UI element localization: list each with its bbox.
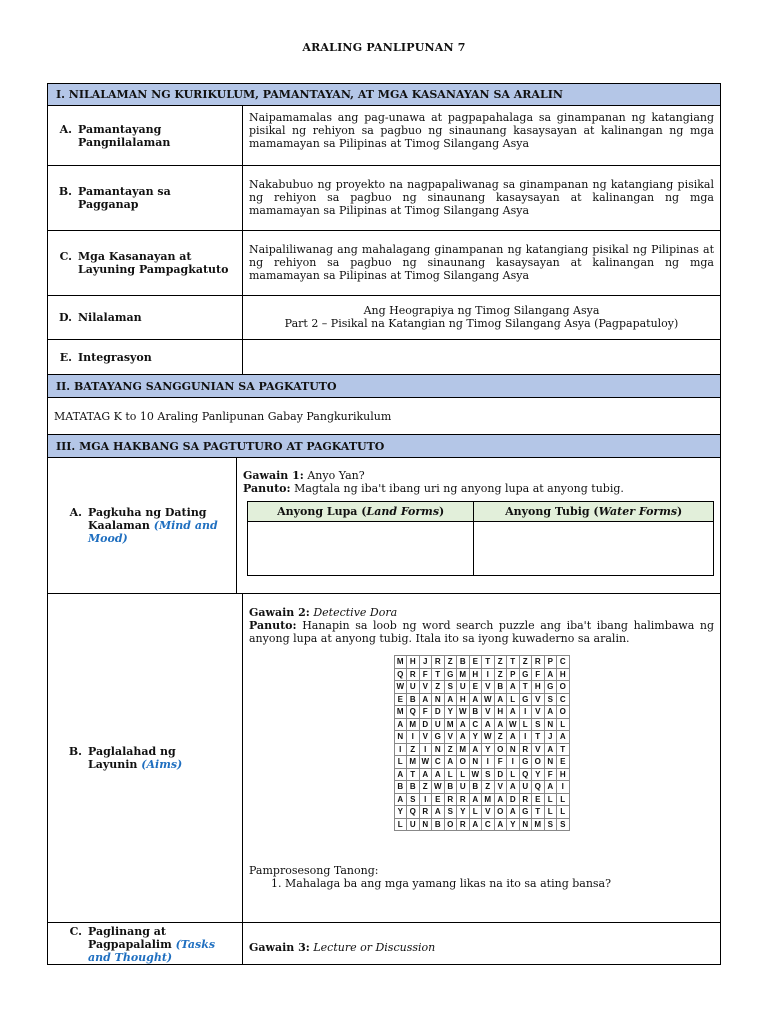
anyong-lupa-header: Anyong Lupa (Land Forms) (248, 502, 474, 522)
section-2-heading: II. BATAYANG SANGGUNIAN SA PAGKATUTO (56, 379, 337, 393)
tasks-and-thought-tag: (Tasks and Thought) (88, 938, 216, 964)
puzzle-letter[interactable]: M (394, 706, 407, 719)
puzzle-letter[interactable]: A (457, 731, 470, 744)
puzzle-letter[interactable]: M (457, 668, 470, 681)
puzzle-letter[interactable]: Z (494, 656, 507, 669)
puzzle-letter[interactable]: N (394, 731, 407, 744)
puzzle-letter[interactable]: M (532, 818, 545, 831)
row-label: C. Paglinang at Pagpapalalim (Tasks and Thought) (48, 923, 243, 964)
puzzle-row (394, 768, 569, 781)
puzzle-letter[interactable]: T (532, 731, 545, 744)
puzzle-letter[interactable]: D (507, 793, 520, 806)
puzzle-letter[interactable]: U (457, 681, 470, 694)
row-label: B. Pamantayan sa Pagganap (48, 166, 243, 230)
puzzle-letter[interactable]: O (532, 756, 545, 769)
puzzle-letter[interactable]: A (432, 768, 445, 781)
puzzle-letter[interactable]: E (469, 681, 482, 694)
puzzle-letter[interactable]: C (432, 756, 445, 769)
puzzle-row (394, 718, 569, 731)
puzzle-letter[interactable]: Y (482, 743, 495, 756)
puzzle-letter[interactable]: R (419, 806, 432, 819)
puzzle-letter[interactable]: I (519, 731, 532, 744)
puzzle-letter[interactable]: Y (444, 706, 457, 719)
puzzle-letter[interactable]: E (557, 756, 570, 769)
puzzle-letter[interactable]: E (469, 656, 482, 669)
puzzle-letter[interactable]: F (419, 668, 432, 681)
puzzle-row (394, 756, 569, 769)
row-content: Naipaliliwanag ang mahalagang ginampanan ng katangiang pisikal ng Pilipinas at ng rehiyon sa pagbuo ng sinaunang kasaysayan at kalinangan ng mga mamamayan sa Pilipinas at Timog Silangang Asya (249, 243, 714, 282)
puzzle-letter[interactable]: F (494, 756, 507, 769)
puzzle-letter[interactable]: L (394, 818, 407, 831)
puzzle-letter[interactable]: V (494, 781, 507, 794)
puzzle-letter[interactable]: C (557, 656, 570, 669)
row-content: Gawain 3: Lecture or Discussion (249, 941, 436, 954)
puzzle-letter[interactable]: O (444, 818, 457, 831)
puzzle-letter[interactable]: Y (532, 768, 545, 781)
puzzle-letter[interactable]: C (557, 693, 570, 706)
puzzle-letter[interactable]: L (557, 806, 570, 819)
puzzle-letter[interactable]: A (507, 681, 520, 694)
puzzle-letter[interactable]: W (432, 781, 445, 794)
puzzle-letter[interactable]: R (457, 818, 470, 831)
word-search-puzzle (394, 655, 570, 831)
puzzle-letter[interactable]: E (532, 793, 545, 806)
puzzle-letter[interactable]: T (532, 806, 545, 819)
puzzle-letter[interactable]: S (544, 818, 557, 831)
puzzle-letter[interactable]: Z (519, 656, 532, 669)
puzzle-letter[interactable]: S (444, 806, 457, 819)
puzzle-letter[interactable]: D (432, 706, 445, 719)
row-pamantayang-pangnilalaman (48, 106, 721, 166)
row-label: E. Integrasyon (48, 340, 243, 374)
puzzle-letter[interactable]: M (407, 756, 420, 769)
puzzle-letter[interactable]: O (457, 756, 470, 769)
puzzle-letter[interactable]: U (407, 818, 420, 831)
puzzle-letter[interactable]: N (544, 718, 557, 731)
puzzle-letter[interactable]: B (432, 818, 445, 831)
section-1-header (48, 84, 721, 106)
puzzle-letter[interactable]: L (469, 806, 482, 819)
puzzle-letter[interactable]: T (557, 743, 570, 756)
puzzle-letter[interactable]: D (494, 768, 507, 781)
puzzle-letter[interactable]: A (544, 781, 557, 794)
puzzle-letter[interactable]: Y (469, 731, 482, 744)
puzzle-letter[interactable]: A (507, 781, 520, 794)
puzzle-letter[interactable]: Z (482, 781, 495, 794)
puzzle-letter[interactable]: W (482, 693, 495, 706)
puzzle-letter[interactable]: U (457, 781, 470, 794)
puzzle-letter[interactable]: S (544, 693, 557, 706)
puzzle-letter[interactable]: R (457, 793, 470, 806)
puzzle-letter[interactable]: A (494, 793, 507, 806)
section-2-header (48, 375, 721, 398)
puzzle-letter[interactable]: A (419, 768, 432, 781)
anyong-lupa-tubig-table (247, 501, 714, 576)
puzzle-letter[interactable]: V (482, 806, 495, 819)
puzzle-row (394, 706, 569, 719)
puzzle-letter[interactable]: Q (394, 668, 407, 681)
puzzle-row (394, 681, 569, 694)
puzzle-letter[interactable]: Z (419, 781, 432, 794)
puzzle-letter[interactable]: F (419, 706, 432, 719)
puzzle-letter[interactable]: G (519, 668, 532, 681)
row-content: Naipamamalas ang pag-unawa at pagpapahalaga sa ginampanan ng katangiang pisikal ng rehiyon sa pagbuo ng sinaunang kasaysayan at kalinangan ng mga mamamayan sa Pilipinas at Timog Silangang Asya (249, 111, 714, 150)
row-integrasyon (48, 340, 721, 375)
puzzle-letter[interactable]: R (444, 793, 457, 806)
document-title: ARALING PANLIPUNAN 7 (302, 41, 466, 54)
puzzle-letter[interactable]: O (494, 806, 507, 819)
puzzle-letter[interactable]: W (419, 756, 432, 769)
row-label: A. Pagkuha ng Dating Kaalaman (Mind and Mood) (48, 458, 237, 593)
puzzle-letter[interactable]: C (482, 818, 495, 831)
puzzle-letter[interactable]: N (432, 743, 445, 756)
row-paglalahad-ng-layunin (48, 594, 721, 923)
puzzle-letter[interactable]: I (507, 756, 520, 769)
puzzle-letter[interactable]: Z (494, 668, 507, 681)
puzzle-letter[interactable]: Z (444, 743, 457, 756)
puzzle-letter[interactable]: N (544, 756, 557, 769)
puzzle-letter[interactable]: H (557, 668, 570, 681)
puzzle-letter[interactable]: S (444, 681, 457, 694)
puzzle-letter[interactable]: T (482, 656, 495, 669)
puzzle-letter[interactable]: L (544, 806, 557, 819)
puzzle-letter[interactable]: A (444, 693, 457, 706)
puzzle-letter[interactable]: R (532, 656, 545, 669)
puzzle-letter[interactable]: U (519, 781, 532, 794)
puzzle-row (394, 656, 569, 669)
puzzle-letter[interactable]: E (432, 793, 445, 806)
row-paglinang-at-pagpapalalim (48, 923, 721, 965)
mind-and-mood-tag: (Mind and Mood) (88, 519, 218, 545)
anyong-tubig-cell[interactable] (474, 522, 714, 576)
puzzle-letter[interactable]: Q (532, 781, 545, 794)
puzzle-letter[interactable]: W (394, 681, 407, 694)
puzzle-letter[interactable]: I (482, 668, 495, 681)
puzzle-letter[interactable]: O (557, 681, 570, 694)
puzzle-letter[interactable]: A (394, 718, 407, 731)
puzzle-letter[interactable]: Y (394, 806, 407, 819)
puzzle-letter[interactable]: B (457, 656, 470, 669)
puzzle-letter[interactable]: H (532, 681, 545, 694)
puzzle-letter[interactable]: G (432, 731, 445, 744)
puzzle-letter[interactable]: A (494, 818, 507, 831)
reference-text: MATATAG K to 10 Araling Panlipunan Gabay Pangkurikulum (54, 409, 392, 423)
puzzle-letter[interactable]: Z (432, 681, 445, 694)
puzzle-letter[interactable]: T (507, 656, 520, 669)
puzzle-letter[interactable]: L (507, 693, 520, 706)
puzzle-letter[interactable]: A (432, 806, 445, 819)
puzzle-letter[interactable]: G (519, 693, 532, 706)
puzzle-letter[interactable]: Z (407, 743, 420, 756)
row-label: A. Pamantayang Pangnilalaman (48, 106, 243, 165)
puzzle-letter[interactable]: W (482, 731, 495, 744)
puzzle-letter[interactable]: N (469, 756, 482, 769)
puzzle-letter[interactable]: V (444, 731, 457, 744)
anyong-tubig-header: Anyong Tubig (Water Forms) (474, 502, 714, 522)
puzzle-letter[interactable]: B (407, 781, 420, 794)
puzzle-letter[interactable]: V (482, 681, 495, 694)
puzzle-letter[interactable]: B (494, 681, 507, 694)
puzzle-letter[interactable]: I (557, 781, 570, 794)
puzzle-letter[interactable]: W (457, 706, 470, 719)
puzzle-letter[interactable]: O (494, 743, 507, 756)
puzzle-letter[interactable]: I (394, 743, 407, 756)
lesson-plan-table (47, 83, 721, 965)
puzzle-letter[interactable]: B (394, 781, 407, 794)
puzzle-letter[interactable]: O (557, 706, 570, 719)
puzzle-letter[interactable]: U (407, 681, 420, 694)
puzzle-letter[interactable]: V (532, 693, 545, 706)
puzzle-letter[interactable]: D (419, 718, 432, 731)
puzzle-letter[interactable]: A (469, 818, 482, 831)
processing-question: 1. Mahalaga ba ang mga yamang likas na ito sa ating bansa? (271, 877, 612, 890)
puzzle-letter[interactable]: P (507, 668, 520, 681)
puzzle-row (394, 781, 569, 794)
puzzle-letter[interactable]: T (407, 768, 420, 781)
puzzle-letter[interactable]: H (469, 668, 482, 681)
puzzle-letter[interactable]: Y (457, 806, 470, 819)
puzzle-letter[interactable]: R (432, 656, 445, 669)
puzzle-letter[interactable]: L (457, 768, 470, 781)
puzzle-letter[interactable]: L (544, 793, 557, 806)
puzzle-letter[interactable]: A (457, 718, 470, 731)
puzzle-row (394, 731, 569, 744)
puzzle-letter[interactable]: Q (407, 806, 420, 819)
puzzle-letter[interactable]: S (557, 818, 570, 831)
puzzle-letter[interactable]: H (407, 656, 420, 669)
puzzle-letter[interactable]: G (544, 681, 557, 694)
puzzle-letter[interactable]: M (482, 793, 495, 806)
aims-tag: (Aims) (141, 758, 183, 771)
anyong-lupa-cell[interactable] (248, 522, 474, 576)
puzzle-letter[interactable]: S (407, 793, 420, 806)
puzzle-letter[interactable]: V (419, 681, 432, 694)
puzzle-letter[interactable]: T (519, 681, 532, 694)
row-content (243, 340, 720, 374)
puzzle-letter[interactable]: G (444, 668, 457, 681)
puzzle-letter[interactable]: Q (407, 706, 420, 719)
row-content: Gawain 1: Anyo Yan? Panuto: Magtala ng iba't ibang uri ng anyong lupa at anyong tubig. Anyong Lupa (Land Forms) Anyong Tubig (Water Forms) (237, 458, 720, 593)
puzzle-letter[interactable]: V (419, 731, 432, 744)
row-label: C. Mga Kasanayan at Layuning Pampagkatuto (48, 231, 243, 295)
puzzle-letter[interactable]: V (482, 706, 495, 719)
puzzle-letter[interactable]: M (457, 743, 470, 756)
puzzle-letter[interactable]: E (394, 693, 407, 706)
puzzle-letter[interactable]: H (457, 693, 470, 706)
puzzle-letter[interactable]: A (469, 693, 482, 706)
puzzle-letter[interactable]: A (507, 731, 520, 744)
puzzle-letter[interactable]: H (494, 706, 507, 719)
puzzle-letter[interactable]: N (519, 818, 532, 831)
puzzle-letter[interactable]: A (494, 718, 507, 731)
puzzle-letter[interactable]: Y (507, 818, 520, 831)
puzzle-letter[interactable]: N (507, 743, 520, 756)
puzzle-letter[interactable]: Q (519, 768, 532, 781)
puzzle-letter[interactable]: V (532, 706, 545, 719)
section-3-header (48, 435, 721, 458)
puzzle-letter[interactable]: A (494, 693, 507, 706)
puzzle-letter[interactable]: L (519, 718, 532, 731)
row-pamantayan-sa-pagganap (48, 166, 721, 231)
row-pagkuha-ng-dating-kaalaman (48, 458, 721, 594)
processing-questions-heading: Pamprosesong Tanong: (249, 864, 379, 877)
row-label: B. Paglalahad ng Layunin (Aims) (48, 594, 243, 922)
puzzle-letter[interactable]: A (394, 768, 407, 781)
puzzle-letter[interactable]: A (394, 793, 407, 806)
puzzle-letter[interactable]: R (407, 668, 420, 681)
puzzle-letter[interactable]: M (394, 656, 407, 669)
puzzle-letter[interactable]: M (407, 718, 420, 731)
puzzle-letter[interactable]: A (544, 743, 557, 756)
puzzle-letter[interactable]: I (407, 731, 420, 744)
puzzle-letter[interactable]: F (532, 668, 545, 681)
puzzle-letter[interactable]: A (419, 693, 432, 706)
puzzle-letter[interactable]: P (544, 656, 557, 669)
puzzle-letter[interactable]: R (519, 793, 532, 806)
puzzle-row (394, 806, 569, 819)
puzzle-row (394, 668, 569, 681)
row-mga-kasanayan (48, 231, 721, 296)
puzzle-letter[interactable]: V (532, 743, 545, 756)
puzzle-letter[interactable]: W (507, 718, 520, 731)
puzzle-letter[interactable]: J (544, 731, 557, 744)
puzzle-letter[interactable]: B (469, 781, 482, 794)
puzzle-letter[interactable]: H (557, 768, 570, 781)
puzzle-letter[interactable]: W (469, 768, 482, 781)
row-nilalaman (48, 296, 721, 340)
puzzle-letter[interactable]: N (432, 693, 445, 706)
row-content: Nakabubuo ng proyekto na nagpapaliwanag sa ginampanan ng katangiang pisikal ng rehiyon sa pagbuo ng sinaunang kasaysayan at kalinangan ng mga mamamayan sa Pilipinas at Timog Silangang Asya (249, 178, 714, 217)
row-content: Gawain 2: Detective Dora Panuto: Hanapin sa loob ng word search puzzle ang iba't ibang halimbawa ng anyong lupa at anyong tubig. Itala ito sa iyong kuwaderno sa aralin. M H J R Z B E T Z T Z R P C Q R F T G M H I Z P G F A H W U V Z S U E V B A T H G O E B A N A H A W A L G V S C M Q F D Y W B V H A I V A O A M D U M A C A A W L S N L N I V G V A Y W Z A I T J A I Z I N Z M A Y O N R V A T L M W C A O N I F I G O N E A T A A L L W S D L Q Y F H B B Z W B U B Z V A U Q A I A S I E R R A M A D R E L L Y Q R A S Y L V O A G T L L L U N B O R A C A Y N M S S Pamprosesong Tanong: 1. Mahalaga ba ang mga yamang likas na ito sa ating bansa? (249, 606, 714, 890)
puzzle-row (394, 743, 569, 756)
puzzle-letter[interactable]: Z (494, 731, 507, 744)
puzzle-letter[interactable]: G (519, 756, 532, 769)
puzzle-letter[interactable]: A (507, 806, 520, 819)
puzzle-letter[interactable]: T (432, 668, 445, 681)
puzzle-letter[interactable]: B (469, 706, 482, 719)
puzzle-letter[interactable]: A (444, 756, 457, 769)
puzzle-letter[interactable]: L (444, 768, 457, 781)
puzzle-letter[interactable]: I (519, 706, 532, 719)
puzzle-letter[interactable]: G (519, 806, 532, 819)
puzzle-letter[interactable]: I (482, 756, 495, 769)
row-content: Ang Heograpiya ng Timog Silangang Asya Part 2 – Pisikal na Katangian ng Timog Silangang Asya (Pagpapatuloy) (284, 304, 679, 330)
puzzle-row (394, 693, 569, 706)
puzzle-letter[interactable]: F (544, 768, 557, 781)
puzzle-letter[interactable]: I (419, 743, 432, 756)
puzzle-letter[interactable]: U (432, 718, 445, 731)
puzzle-letter[interactable]: M (444, 718, 457, 731)
puzzle-letter[interactable]: A (507, 706, 520, 719)
row-sanggunian (48, 398, 721, 435)
puzzle-letter[interactable]: L (557, 718, 570, 731)
puzzle-letter[interactable]: A (557, 731, 570, 744)
puzzle-letter[interactable]: S (482, 768, 495, 781)
section-3-heading: III. MGA HAKBANG SA PAGTUTURO AT PAGKATUTO (56, 439, 385, 453)
puzzle-letter[interactable]: A (469, 793, 482, 806)
puzzle-letter[interactable]: N (419, 818, 432, 831)
puzzle-letter[interactable]: S (532, 718, 545, 731)
section-1-heading: I. NILALAMAN NG KURIKULUM, PAMANTAYAN, AT MGA KASANAYAN SA ARALIN (56, 88, 563, 101)
puzzle-letter[interactable]: B (444, 781, 457, 794)
puzzle-letter[interactable]: I (419, 793, 432, 806)
puzzle-letter[interactable]: R (519, 743, 532, 756)
row-label: D. Nilalaman (48, 296, 243, 339)
puzzle-letter[interactable]: L (557, 793, 570, 806)
puzzle-row (394, 818, 569, 831)
puzzle-letter[interactable]: L (507, 768, 520, 781)
puzzle-row (394, 793, 569, 806)
puzzle-letter[interactable]: Z (444, 656, 457, 669)
puzzle-letter[interactable]: A (544, 706, 557, 719)
puzzle-letter[interactable]: J (419, 656, 432, 669)
puzzle-letter[interactable]: A (469, 743, 482, 756)
puzzle-letter[interactable]: B (407, 693, 420, 706)
puzzle-letter[interactable]: L (394, 756, 407, 769)
puzzle-letter[interactable]: A (482, 718, 495, 731)
puzzle-letter[interactable]: A (544, 668, 557, 681)
puzzle-letter[interactable]: C (469, 718, 482, 731)
